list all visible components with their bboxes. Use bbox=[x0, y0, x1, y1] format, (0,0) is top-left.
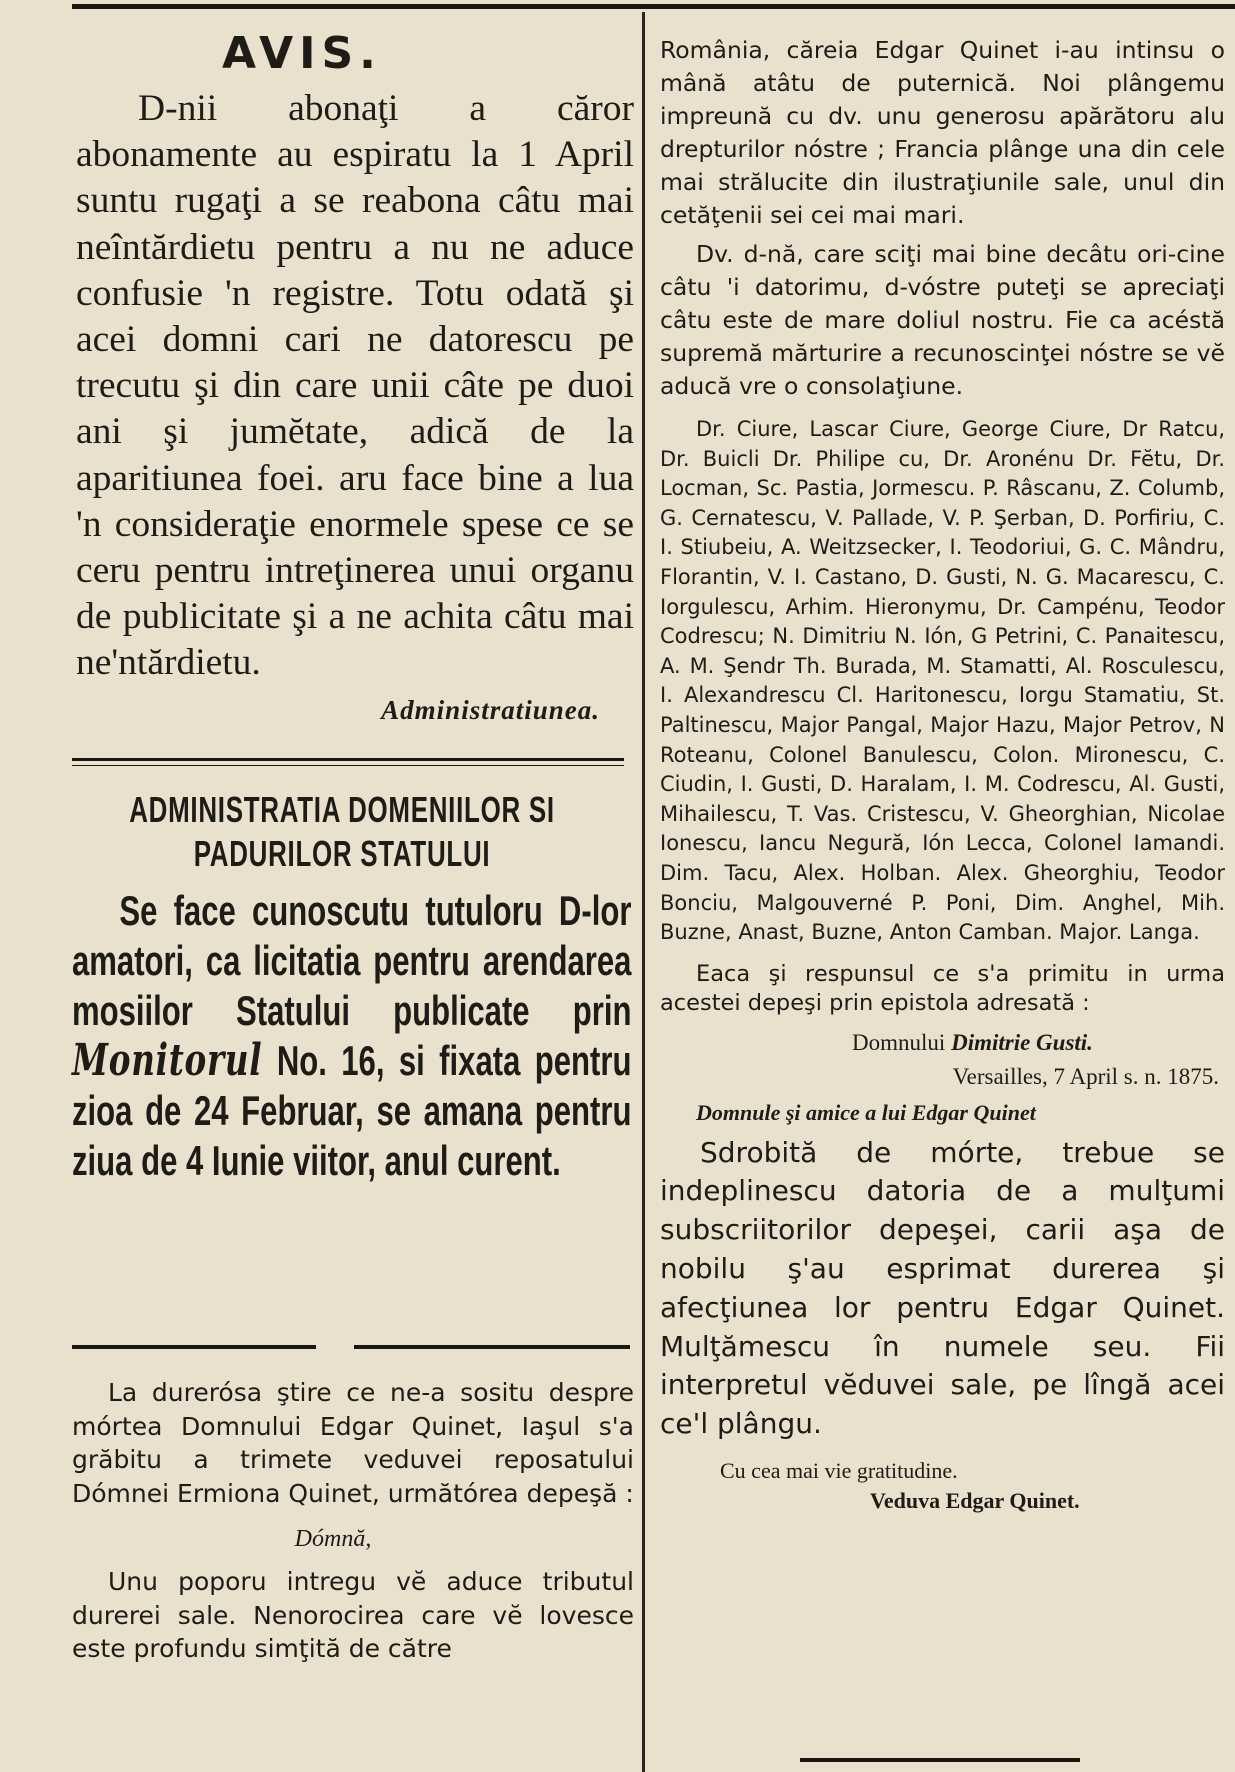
letter-signature: Veduva Edgar Quinet. bbox=[870, 1488, 1080, 1514]
section-rule-right bbox=[354, 1345, 630, 1349]
letter-greeting: Domnule şi amice a lui Edgar Quinet bbox=[696, 1099, 1036, 1125]
depesa-paragraph-2: Dv. d-nă, care sciţi mai bine decâtu ori-cine câtu 'i datorimu, d-vóstre puteţi se apreciaţi câtu este de mare doliul nostru. Fie ca acéstă supremă mărturire a recunoscinţei nóstre se vĕ aducă vre o consolaţiune. bbox=[660, 240, 1225, 400]
depesa-intro: La durerósa ştire ce ne-a sositu despre mórtea Domnului Edgar Quinet, Iaşul s'a grăbitu a trimete veduvei reposatului Dómnei Ermiona Quinet, următórea depeşă : bbox=[72, 1378, 634, 1508]
depesa-salutation: Dómnă, bbox=[294, 1526, 372, 1552]
avis-title: AVIS. bbox=[222, 28, 382, 79]
reply-intro: Eaca şi respunsul ce s'a primitu in urma acestei depeşi prin epistola adresată : bbox=[660, 960, 1225, 1016]
bottom-rule bbox=[800, 1758, 1080, 1762]
depesa-text-start: Unu poporu intregu vĕ aduce tributul durerei sale. Nenorocirea care vĕ lovesce este profundu simţită de către bbox=[72, 1567, 634, 1663]
administration-notice bbox=[72, 886, 631, 1186]
administration-notice-part1: Se face cunoscutu tutuloru D-lor amatori, ca licitatia pentru arendarea mosiilor Statului publicate prin bbox=[72, 886, 632, 1034]
right-column bbox=[660, 34, 1225, 1514]
column-divider bbox=[642, 12, 645, 1772]
left-column bbox=[72, 28, 634, 1186]
place-date: Versailles, 7 April s. n. 1875. bbox=[952, 1063, 1219, 1089]
depesa-continuation: România, căreia Edgar Quinet i-au intinsu o mână atâtu de puternică. Noi plângemu impreună cu dv. unu generosu apărătoru alu drepturilor nóstre ; Francia plânge una din cele mai strălucite din ilustraţiunile sale, unul din cetăţenii sei cei mai mari. bbox=[660, 36, 1225, 229]
monitorul-name: Monitorul bbox=[72, 1034, 263, 1086]
section-rule-left bbox=[72, 1345, 316, 1349]
section-rule bbox=[72, 758, 624, 766]
administration-notice-part2: No. 16, si fixata pentru zioa de 24 Februar, se amana pentru ziua de 4 Iunie viitor, anul curent. bbox=[72, 1036, 632, 1184]
depesa-section bbox=[72, 1376, 634, 1666]
signatories-list: Dr. Ciure, Lascar Ciure, George Ciure, Dr Ratcu, Dr. Buicli Dr. Philipe cu, Dr. Aronénu Dr. Fĕtu, Dr. Locman, Sc. Pastia, Jormescu. P. Râscanu, Z. Columb, G. Cernatescu, V. Pallade, V. P. Şerban, D. Porfiriu, C. I. Stiubeiu, A. Weitzsecker, I. Teodoriui, G. C. Mândru, Florantin, V. I. Castano, D. Gusti, N. G. Macarescu, C. Iorgulescu, Arhim. Hieronymu, Dr. Campénu, Teodor Codrescu; N. Dimitriu N. Ión, G Petrini, C. Panaitescu, A. M. Şendr Th. Burada, M. Stamatti, Al. Rosculescu, I. Alexandrescu Cl. Haritonescu, Iorgu Stamatiu, St. Paltinescu, Major Pangal, Major Hazu, Major Petrov, N Roteanu, Colonel Banulescu, Colon. Mironescu, C. Ciudin, I. Gusti, D. Haralam, I. M. Codrescu, Al. Gusti, Mihailescu, T. Vas. Cristescu, V. Gheorghian, Nicolae Ionescu, Iancu Negură, Ión Lecca, Colonel Iamandi. Dim. Tacu, Alex. Holban. Alex. Gheorghiu, Teodor Bonciu, Malgouverné P. Poni, Dim. Anghel, Mih. Buzne, Anast, Buzne, Anton Camban. Major. Langa. bbox=[660, 417, 1225, 945]
letter-closing: Cu cea mai vie gratitudine. bbox=[720, 1458, 958, 1484]
avis-signature: Administratiunea. bbox=[381, 694, 600, 725]
top-rule bbox=[72, 4, 1235, 9]
letter-body: Sdrobită de mórte, trebue se indeplinescu datoria de a mulţumi subscriitorilor depeşei, carii aşa de nobilu ş'au esprimat durerea şi afecţiunea lor pentru Edgar Quinet. Mulţămescu în numele seu. Fii interpretul vĕduvei sale, pe lîngă acei ce'l plângu. bbox=[660, 1135, 1225, 1441]
addressee-name: Dimitrie Gusti. bbox=[951, 1029, 1093, 1055]
addressee-prefix: Domnului bbox=[852, 1029, 946, 1055]
avis-notice-text: D-nii abonaţi a căror abonamente au espiratu la 1 April suntu rugaţi a se reabona câtu mai neîntărdietu pentru a nu ne aduce confusie 'n registre. Totu odată şi acei domni cari ne datorescu pe trecutu şi din care unii câte pe duoi ani şi jumĕtate, adică de la aparitiunea foei. aru face bine a lua 'n consideraţie enormele spese ce se ceru pentru intreţinerea unui organu de publicitate şi a ne achita câtu mai ne'ntărdietu. bbox=[76, 88, 634, 684]
addressee bbox=[720, 1030, 1225, 1056]
administration-heading: ADMINISTRATIA DOMENIILOR SI PADURILOR STATULUI bbox=[129, 788, 555, 874]
